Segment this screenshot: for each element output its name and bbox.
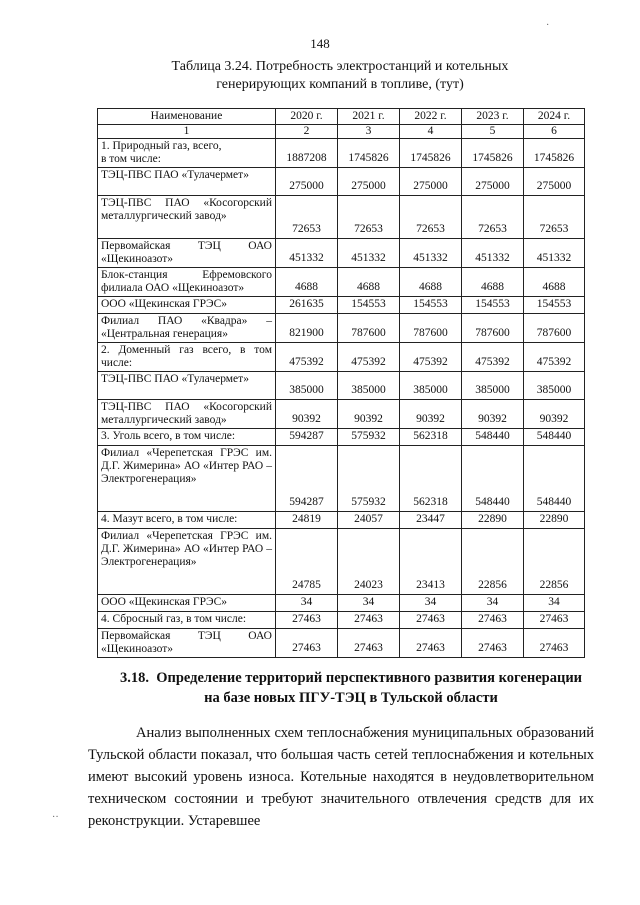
value-cell: 451332 — [338, 239, 400, 268]
value-cell: 72653 — [276, 196, 338, 239]
row-name-cell: ТЭЦ-ПВС ПАО «Тулачермет» — [98, 372, 276, 400]
table-row — [98, 196, 585, 239]
table-row — [98, 529, 585, 595]
table-row — [98, 139, 585, 168]
value-cell: 90392 — [338, 400, 400, 429]
scan-speck-bottom-left: ·· — [52, 812, 59, 823]
table-row — [98, 400, 585, 429]
value-cell: 24023 — [338, 529, 400, 595]
table-header-row — [98, 109, 585, 125]
section-number: 3.18. — [119, 670, 149, 686]
value-cell: 4688 — [338, 268, 400, 297]
column-header-2021: 2021 г. — [338, 109, 400, 125]
value-cell: 72653 — [400, 196, 462, 239]
value-cell: 154553 — [400, 297, 462, 314]
value-cell: 594287 — [276, 446, 338, 512]
column-header-2022: 2022 г. — [400, 109, 462, 125]
table-row — [98, 297, 585, 314]
value-cell: 475392 — [276, 343, 338, 372]
row-name-cell: Филиал «Черепетская ГРЭС им. Д.Г. Жимерина» АО «Интер РАО – Электрогенерация» — [98, 446, 276, 512]
value-cell: 4688 — [524, 268, 585, 297]
value-cell: 594287 — [276, 429, 338, 446]
row-name-cell: 2. Доменный газ всего, в том числе: — [98, 343, 276, 372]
value-cell: 23447 — [400, 512, 462, 529]
value-cell: 385000 — [338, 372, 400, 400]
table-row — [98, 629, 585, 658]
value-cell: 22856 — [524, 529, 585, 595]
body-paragraph: Анализ выполненных схем теплоснабжения муниципальных образований Тульской области показал, что большая часть сетей теплоснабжения и котельных имеют высокий уровень износа. Котельные находятся в неудовлетворительном техническом состоянии и требуют значительного отвлечения средств для их реконструкции. Устаревшее — [88, 725, 594, 829]
value-cell: 90392 — [524, 400, 585, 429]
value-cell: 275000 — [524, 168, 585, 196]
value-cell: 1887208 — [276, 139, 338, 168]
column-header-2024: 2024 г. — [524, 109, 585, 125]
row-name-cell: Блок-станция Ефремовского филиала ОАО «Щекиноазот» — [98, 268, 276, 297]
value-cell: 562318 — [400, 446, 462, 512]
value-cell: 475392 — [338, 343, 400, 372]
value-cell: 821900 — [276, 314, 338, 343]
row-name-cell: 3. Уголь всего, в том числе: — [98, 429, 276, 446]
value-cell: 27463 — [524, 629, 585, 658]
row-name-cell: ООО «Щекинская ГРЭС» — [98, 297, 276, 314]
table-row — [98, 512, 585, 529]
table-row — [98, 446, 585, 512]
value-cell: 475392 — [462, 343, 524, 372]
table-caption — [120, 58, 560, 94]
fuel-demand-table — [97, 108, 585, 658]
table-row — [98, 372, 585, 400]
value-cell: 451332 — [462, 239, 524, 268]
value-cell: 34 — [276, 595, 338, 612]
table-caption-line-1: Таблица 3.24. Потребность электростанций и котельных — [171, 59, 509, 74]
row-name-cell: ТЭЦ-ПВС ПАО «Косогорский металлургический завод» — [98, 196, 276, 239]
row-name-cell: Филиал ПАО «Квадра» – «Центральная генерация» — [98, 314, 276, 343]
value-cell: 34 — [400, 595, 462, 612]
value-cell: 154553 — [524, 297, 585, 314]
value-cell: 475392 — [524, 343, 585, 372]
value-cell: 548440 — [524, 429, 585, 446]
table-row — [98, 168, 585, 196]
value-cell: 22890 — [524, 512, 585, 529]
row-name-cell: Первомайская ТЭЦ ОАО «Щекиноазот» — [98, 239, 276, 268]
value-cell: 72653 — [462, 196, 524, 239]
value-cell: 451332 — [400, 239, 462, 268]
value-cell: 27463 — [400, 612, 462, 629]
value-cell: 275000 — [462, 168, 524, 196]
value-cell: 1745826 — [462, 139, 524, 168]
column-header-2023: 2023 г. — [462, 109, 524, 125]
value-cell: 154553 — [462, 297, 524, 314]
value-cell: 787600 — [400, 314, 462, 343]
row-name-cell: ТЭЦ-ПВС ПАО «Тулачермет» — [98, 168, 276, 196]
value-cell: 575932 — [338, 446, 400, 512]
value-cell: 1745826 — [400, 139, 462, 168]
table-row — [98, 429, 585, 446]
value-cell: 385000 — [462, 372, 524, 400]
row-name-cell: 4. Сбросный газ, в том числе: — [98, 612, 276, 629]
value-cell: 275000 — [276, 168, 338, 196]
value-cell: 27463 — [276, 612, 338, 629]
value-cell: 4688 — [400, 268, 462, 297]
table-caption-line-2: генерирующих компаний в топливе, (тут) — [216, 77, 464, 92]
value-cell: 90392 — [400, 400, 462, 429]
value-cell: 385000 — [400, 372, 462, 400]
value-cell: 72653 — [524, 196, 585, 239]
row-name-cell: Филиал «Черепетская ГРЭС им. Д.Г. Жимерина» АО «Интер РАО – Электрогенерация» — [98, 529, 276, 595]
value-cell: 385000 — [276, 372, 338, 400]
table-row — [98, 595, 585, 612]
value-cell: 90392 — [462, 400, 524, 429]
value-cell: 275000 — [338, 168, 400, 196]
value-cell: 34 — [338, 595, 400, 612]
value-cell: 451332 — [276, 239, 338, 268]
value-cell: 22890 — [462, 512, 524, 529]
column-index: 2 — [276, 125, 338, 139]
value-cell: 27463 — [276, 629, 338, 658]
value-cell: 787600 — [524, 314, 585, 343]
row-name-cell: Первомайская ТЭЦ ОАО «Щекиноазот» — [98, 629, 276, 658]
table-row — [98, 343, 585, 372]
section-title-line-2: на базе новых ПГУ-ТЭЦ в Тульской области — [204, 690, 498, 706]
value-cell: 24057 — [338, 512, 400, 529]
scan-speck-top-right: · — [546, 20, 550, 31]
value-cell: 787600 — [338, 314, 400, 343]
table-row — [98, 612, 585, 629]
value-cell: 27463 — [462, 629, 524, 658]
value-cell: 27463 — [338, 629, 400, 658]
value-cell: 548440 — [524, 446, 585, 512]
page-number: 148 — [310, 36, 330, 51]
value-cell: 24819 — [276, 512, 338, 529]
table-row — [98, 268, 585, 297]
value-cell: 548440 — [462, 429, 524, 446]
section-heading — [108, 668, 594, 708]
value-cell: 4688 — [462, 268, 524, 297]
row-name-cell: ООО «Щекинская ГРЭС» — [98, 595, 276, 612]
column-index-row — [98, 125, 585, 139]
value-cell: 24785 — [276, 529, 338, 595]
row-name-cell: 1. Природный газ, всего, в том числе: — [98, 139, 276, 168]
value-cell: 451332 — [524, 239, 585, 268]
value-cell: 787600 — [462, 314, 524, 343]
column-header-name: Наименование — [98, 109, 276, 125]
value-cell: 275000 — [400, 168, 462, 196]
column-index: 3 — [338, 125, 400, 139]
value-cell: 34 — [462, 595, 524, 612]
value-cell: 575932 — [338, 429, 400, 446]
value-cell: 72653 — [338, 196, 400, 239]
column-index: 1 — [98, 125, 276, 139]
value-cell: 23413 — [400, 529, 462, 595]
table-row — [98, 314, 585, 343]
column-header-2020: 2020 г. — [276, 109, 338, 125]
value-cell: 27463 — [338, 612, 400, 629]
value-cell: 1745826 — [338, 139, 400, 168]
value-cell: 27463 — [462, 612, 524, 629]
value-cell: 1745826 — [524, 139, 585, 168]
value-cell: 4688 — [276, 268, 338, 297]
value-cell: 385000 — [524, 372, 585, 400]
section-title-line-1: Определение территорий перспективного развития когенерации — [156, 670, 583, 686]
column-index: 5 — [462, 125, 524, 139]
value-cell: 261635 — [276, 297, 338, 314]
value-cell: 22856 — [462, 529, 524, 595]
value-cell: 475392 — [400, 343, 462, 372]
value-cell: 27463 — [400, 629, 462, 658]
row-name-cell: 4. Мазут всего, в том числе: — [98, 512, 276, 529]
value-cell: 90392 — [276, 400, 338, 429]
column-index: 6 — [524, 125, 585, 139]
value-cell: 27463 — [524, 612, 585, 629]
value-cell: 154553 — [338, 297, 400, 314]
value-cell: 562318 — [400, 429, 462, 446]
table-row — [98, 239, 585, 268]
column-index: 4 — [400, 125, 462, 139]
row-name-cell: ТЭЦ-ПВС ПАО «Косогорский металлургический завод» — [98, 400, 276, 429]
value-cell: 34 — [524, 595, 585, 612]
value-cell: 548440 — [462, 446, 524, 512]
section-heading-line-1 — [108, 668, 594, 688]
